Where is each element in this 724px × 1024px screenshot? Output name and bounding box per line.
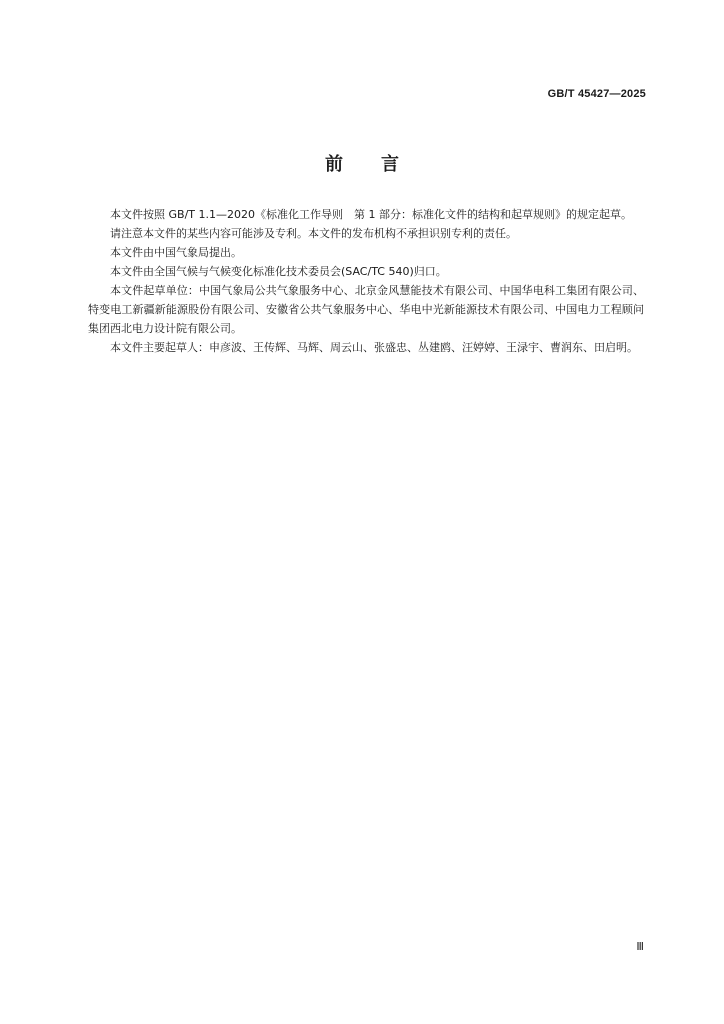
paragraph-drafting-rules: 本文件按照 GB/T 1.1—2020《标准化工作导则 第 1 部分：标准化文件的结构和起草规则》的规定起草。 [110, 208, 632, 221]
paragraph-drafters: 本文件主要起草人：申彦波、王传辉、马辉、周云山、张盛忠、丛建鸥、汪婷婷、王渌宇、曹润东、田启明。 [110, 341, 638, 354]
page-title: 前言 [325, 154, 437, 175]
page-number: Ⅲ [636, 941, 644, 953]
standard-number: GB/T 45427—2025 [547, 88, 646, 100]
foreword-body [88, 205, 644, 357]
paragraph-committee: 本文件由全国气候与气候变化标准化技术委员会(SAC/TC 540)归口。 [110, 265, 447, 278]
paragraph-drafting-units: 本文件起草单位：中国气象局公共气象服务中心、北京金风慧能技术有限公司、中国华电科工集团有限公司、特变电工新疆新能源股份有限公司、安徽省公共气象服务中心、华电中光新能源技术有限公司、中国电力工程顾问集团西北电力设计院有限公司。 [88, 284, 644, 335]
paragraph-proposer: 本文件由中国气象局提出。 [110, 246, 242, 259]
paragraph-patent-notice: 请注意本文件的某些内容可能涉及专利。本文件的发布机构不承担识别专利的责任。 [110, 227, 517, 240]
